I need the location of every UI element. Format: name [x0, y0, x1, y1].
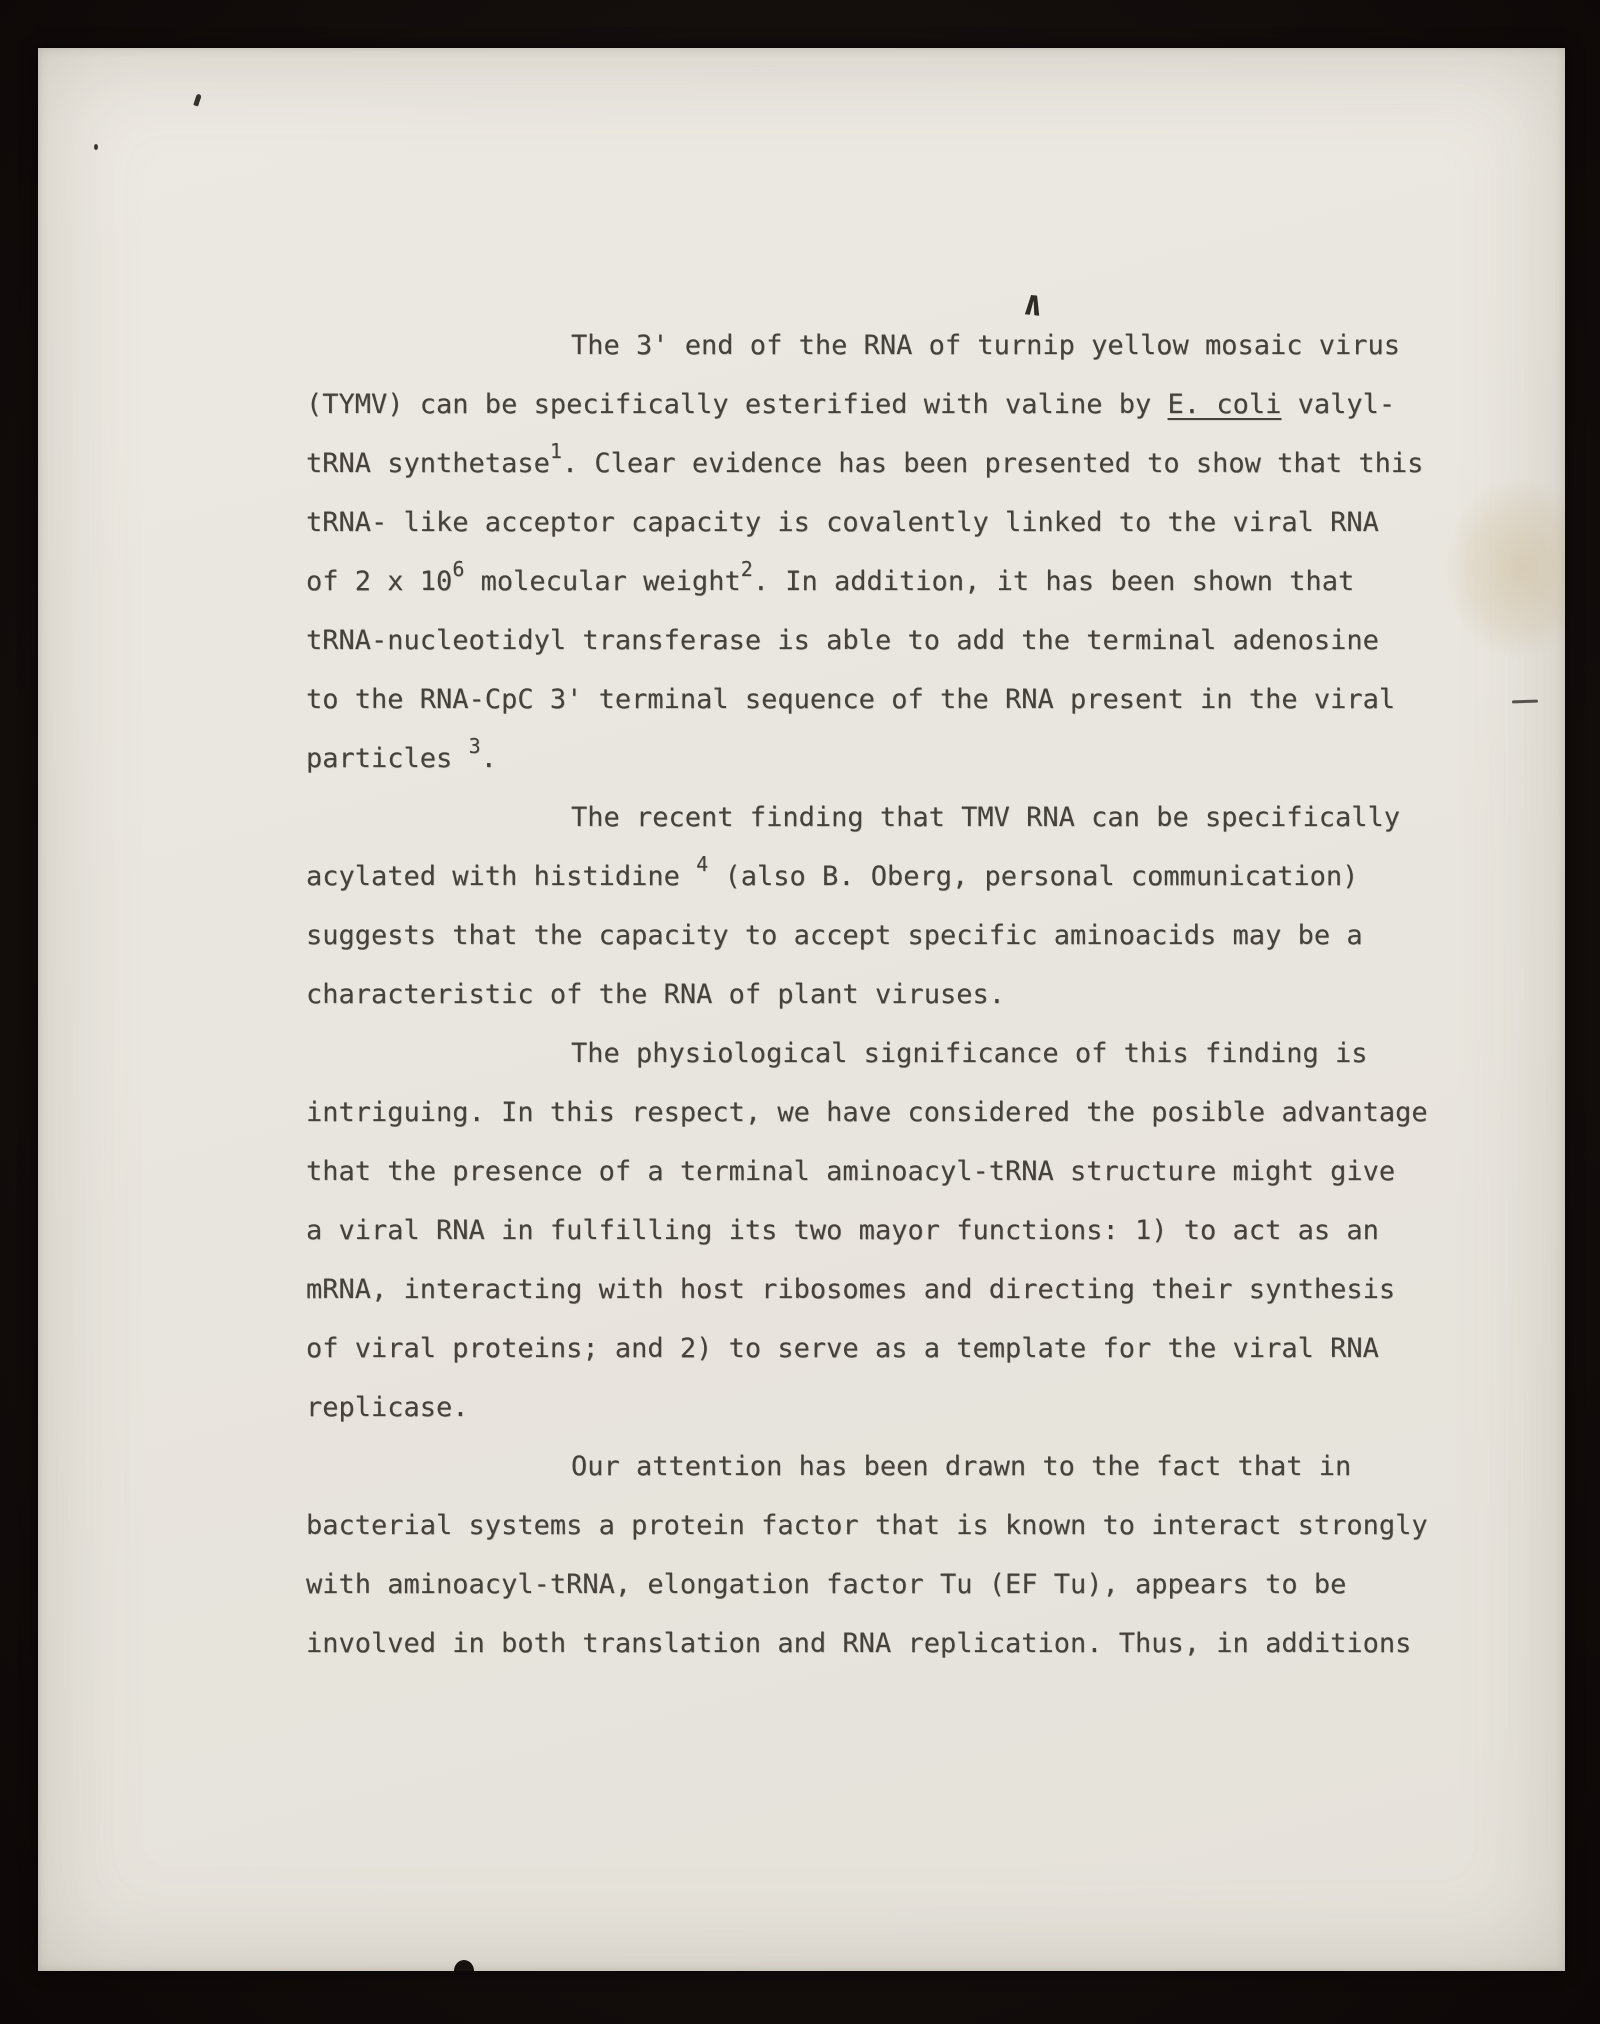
text-line — [306, 1437, 1471, 1496]
text-segment: tRNA synthetase — [306, 448, 550, 479]
text-line — [306, 906, 1471, 965]
text-segment: tRNA- like acceptor capacity is covalently linked to the viral RNA — [306, 507, 1379, 538]
superscript-reference: 1 — [549, 439, 562, 463]
text-segment: tRNA-nucleotidyl transferase is able to add the terminal adenosine — [306, 625, 1379, 656]
text-segment: intriguing. In this respect, we have considered the posible advantage — [306, 1097, 1428, 1128]
text-segment: replicase. — [306, 1392, 469, 1423]
text-line — [306, 1260, 1471, 1319]
text-segment: . — [480, 743, 497, 774]
superscript-reference: 2 — [740, 557, 753, 581]
text-segment: The recent finding that TMV RNA can be specifically — [571, 802, 1401, 833]
text-line — [306, 316, 1471, 375]
text-line — [306, 965, 1471, 1024]
text-line — [306, 1142, 1471, 1201]
text-segment: characteristic of the RNA of plant viruses. — [306, 979, 1005, 1010]
handwritten-correction-mark: ∧ — [1020, 283, 1046, 325]
text-line — [306, 1555, 1471, 1614]
superscript-reference: 4 — [696, 852, 709, 876]
text-line — [306, 1201, 1471, 1260]
text-line — [306, 1083, 1471, 1142]
document-page — [38, 48, 1565, 1971]
text-segment: (TYMV) can be specifically esterified with valine by — [306, 389, 1168, 420]
text-segment: The physiological significance of this finding is — [571, 1038, 1368, 1069]
text-segment: with aminoacyl-tRNA, elongation factor Tu (EF Tu), appears to be — [306, 1569, 1347, 1600]
text-segment: a viral RNA in fulfilling its two mayor functions: 1) to act as an — [306, 1215, 1379, 1246]
text-segment: mRNA, interacting with host ribosomes and directing their synthesis — [306, 1274, 1396, 1305]
text-segment: molecular weight — [464, 566, 741, 597]
text-line — [306, 493, 1471, 552]
ink-speck — [193, 94, 201, 107]
superscript-reference: 3 — [468, 734, 481, 758]
text-line — [306, 1614, 1471, 1673]
text-segment: E. coli — [1167, 389, 1282, 420]
ink-speck — [94, 144, 98, 150]
text-segment: (also B. Oberg, personal communication) — [708, 861, 1359, 892]
text-line — [306, 375, 1471, 434]
text-segment: of 2 x 10 — [306, 566, 453, 597]
text-segment: particles — [306, 743, 469, 774]
text-segment: acylated with histidine — [306, 861, 697, 892]
text-line — [306, 670, 1471, 729]
text-line — [306, 1496, 1471, 1555]
text-line — [306, 1024, 1471, 1083]
text-segment: that the presence of a terminal aminoacyl-tRNA structure might give — [306, 1156, 1396, 1187]
text-line — [306, 788, 1471, 847]
text-line — [306, 729, 1471, 788]
text-segment: . Clear evidence has been presented to show that this — [561, 448, 1424, 479]
text-segment: The 3' end of the RNA of turnip yellow mosaic virus — [571, 330, 1401, 361]
text-segment: suggests that the capacity to accept specific aminoacids may be a — [306, 920, 1363, 951]
text-line — [306, 434, 1471, 493]
text-segment: Our attention has been drawn to the fact that in — [571, 1451, 1352, 1482]
text-line — [306, 847, 1471, 906]
text-segment: bacterial systems a protein factor that is known to interact strongly — [306, 1510, 1428, 1541]
text-line — [306, 1319, 1471, 1378]
document-text — [306, 316, 1471, 1673]
margin-mark — [1512, 700, 1538, 704]
superscript-reference: 6 — [452, 557, 465, 581]
text-segment: involved in both translation and RNA replication. Thus, in additions — [306, 1628, 1412, 1659]
text-segment: of viral proteins; and 2) to serve as a template for the viral RNA — [306, 1333, 1379, 1364]
paper-edge-notch — [454, 1960, 474, 1971]
text-line — [306, 611, 1471, 670]
text-segment: valyl- — [1281, 389, 1396, 420]
text-segment: . In addition, it has been shown that — [752, 566, 1355, 597]
text-segment: to the RNA-CpC 3' terminal sequence of the RNA present in the viral — [306, 684, 1396, 715]
text-line — [306, 1378, 1471, 1437]
text-line — [306, 552, 1471, 611]
